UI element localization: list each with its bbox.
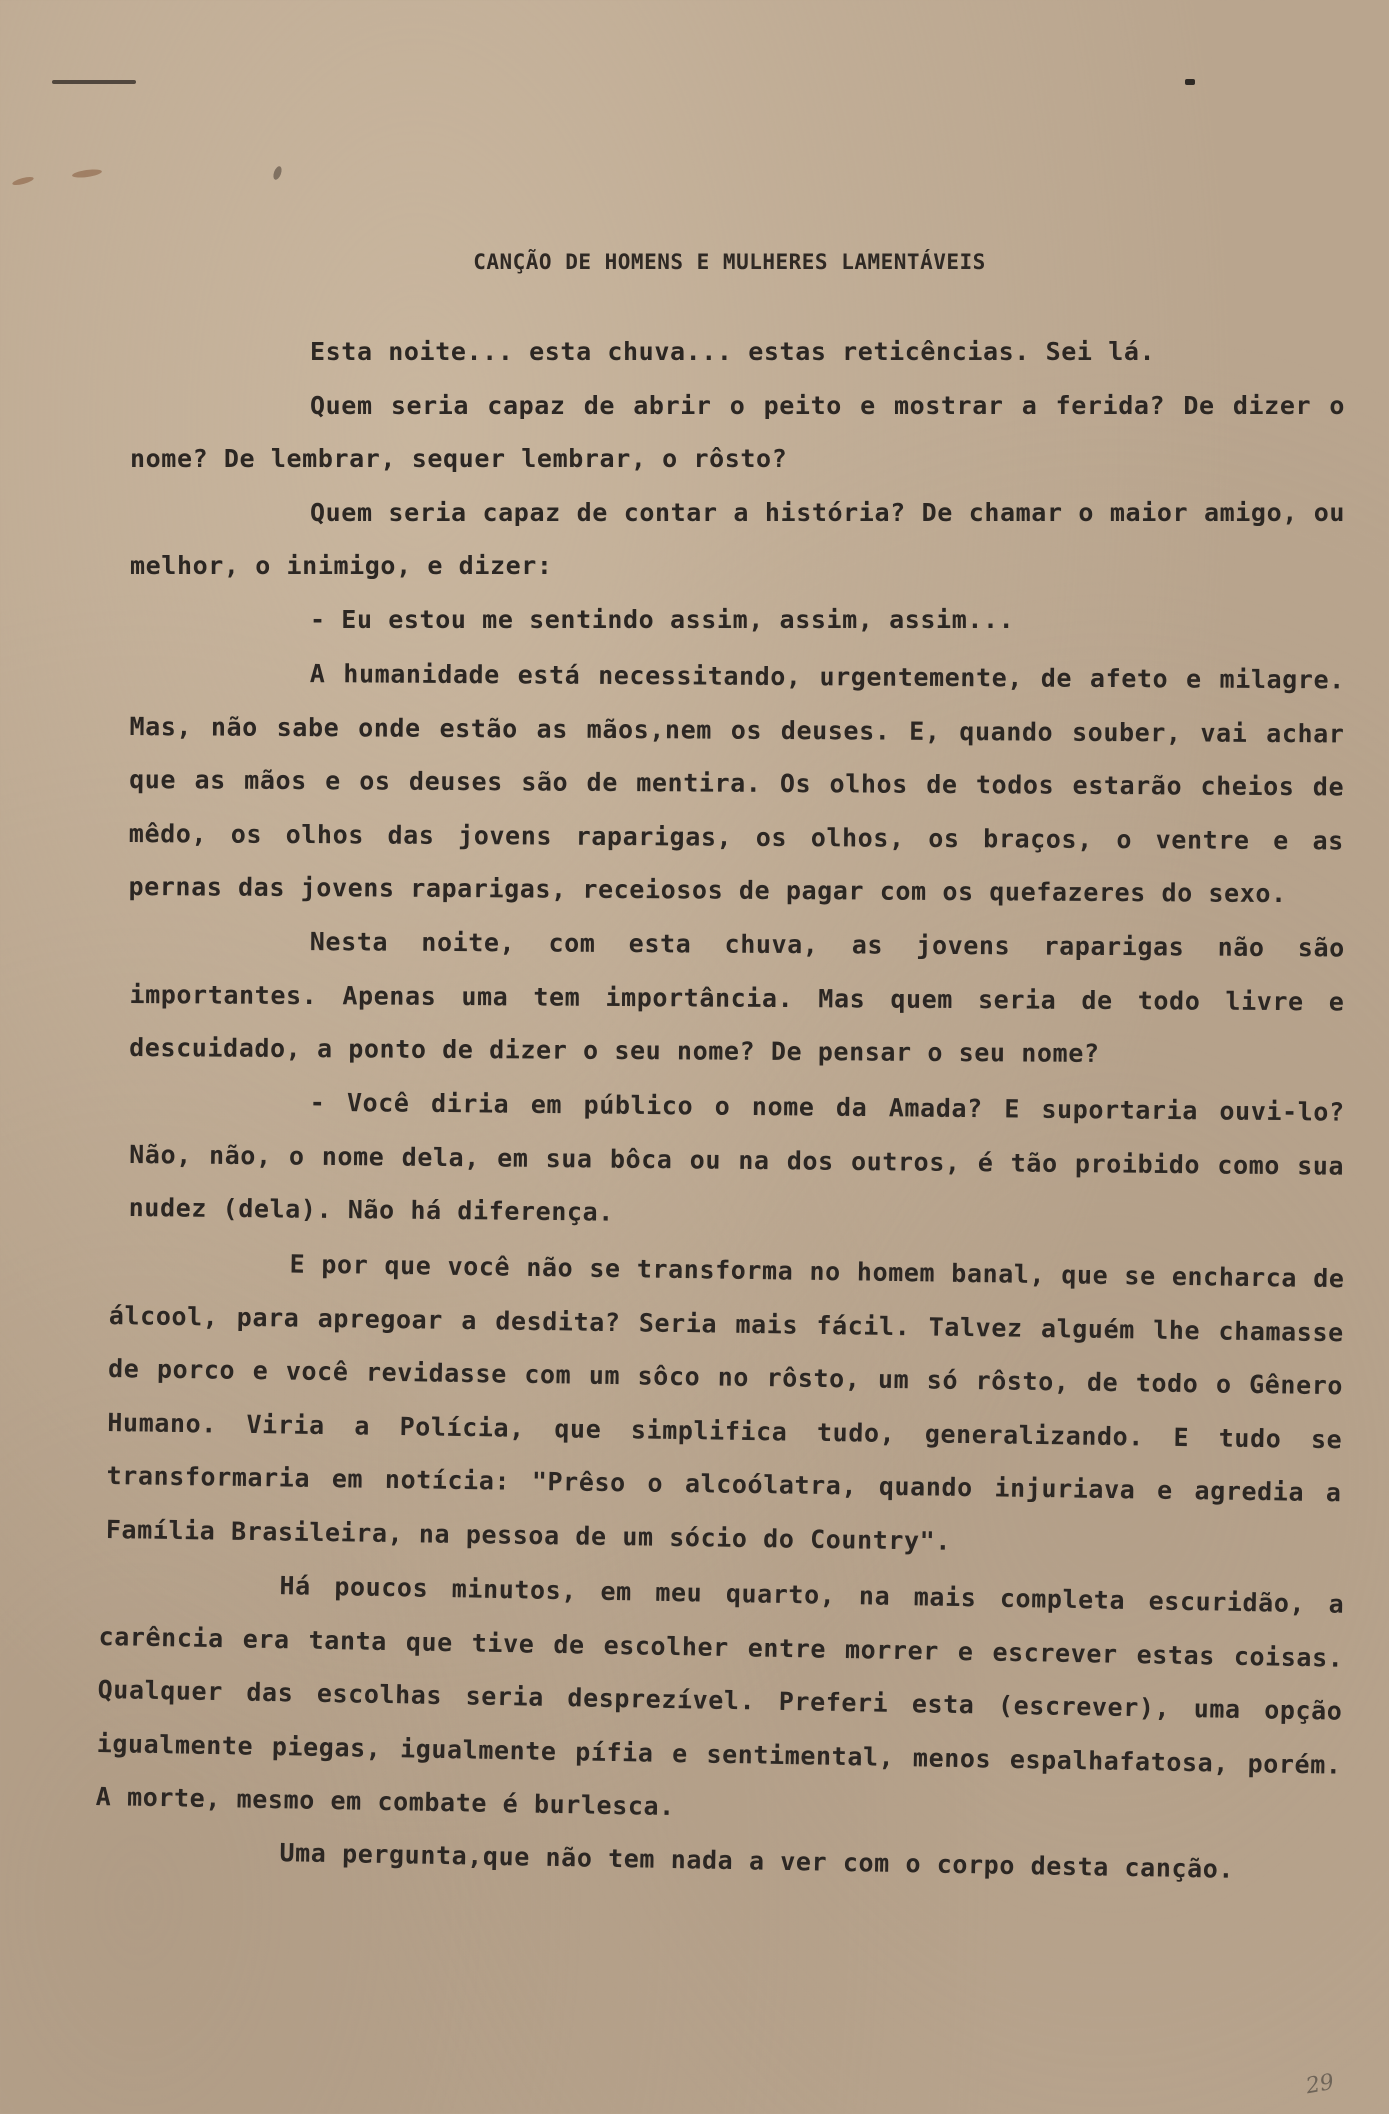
paragraph: Uma pergunta,que não tem nada a ver com o corpo desta canção. [279,1838,1235,1884]
page-number: 29 [1304,2069,1336,2100]
paper-stain [272,165,283,181]
paragraph: Quem seria capaz de contar a história? De chamar o maior amigo, ou melhor, o inimigo, e dizer: [130,497,1345,580]
paragraph: Quem seria capaz de abrir o peito e mostrar a ferida? De dizer o nome? De lembrar, sequer lembrar, o rôsto? [130,390,1345,473]
ink-mark [1185,79,1195,85]
paper-stain [12,175,35,186]
paper-stain [72,168,103,179]
dialogue-line: - Você diria em público o nome da Amada? E suportaria ouvi-lo? Não, não, o nome dela, em sua bôca ou na dos outros, é tão proibido como sua nudez (dela). Não há diferença. [128,1087,1345,1227]
paragraph: E por que você não se transforma no homem banal, que se encharca de álcool, para apregoar a desdita? Seria mais fácil. Talvez alguém lhe chamasse de porco e você revidasse com um sôco no rôsto, um só rôsto, de todo o Gênero Humano. Viria a Polícia, que simplifica tudo, generalizando. E tudo se transformaria em notícia: "Prêso o alcoólatra, quando injuriava e agredia a Família Brasileira, na pessoa de um sócio do Country". [105,1249,1345,1555]
paragraph: A humanidade está necessitando, urgentemente, de afeto e milagre. Mas, não sabe onde estão as mãos,nem os deuses. E, quando souber, vai achar que as mãos e os deuses são de mentira. Os olhos de todos estarão cheios de mêdo, os olhos das jovens raparigas, os olhos, os braços, o ventre e as pernas das jovens raparigas, receiosos de pagar com os quefazeres do sexo. [128,659,1345,909]
staple-mark [52,80,136,84]
dialogue-line: - Eu estou me sentindo assim, assim, assim... [310,604,1015,634]
document-title: CANÇÃO DE HOMENS E MULHERES LAMENTÁVEIS [473,250,986,274]
paragraph: Nesta noite, com esta chuva, as jovens raparigas não são importantes. Apenas uma tem importância. Mas quem seria de todo livre e descuidado, a ponto de dizer o seu nome? De pensar o seu nome? [129,926,1345,1068]
paragraph: Esta noite... esta chuva... estas reticências. Sei lá. [310,337,1156,366]
paragraph: Há poucos minutos, em meu quarto, na mais completa escuridão, a carência era tanta que tive de escolher entre morrer e escrever estas coisas. Qualquer das escolhas seria desprezível. Preferi esta (escrever), uma opção igualmente piegas, igualmente pífia e sentimental, menos espalhafatosa, porém. A morte, mesmo em combate é burlesca. [95,1570,1345,1821]
document-body [95,325,1345,1884]
